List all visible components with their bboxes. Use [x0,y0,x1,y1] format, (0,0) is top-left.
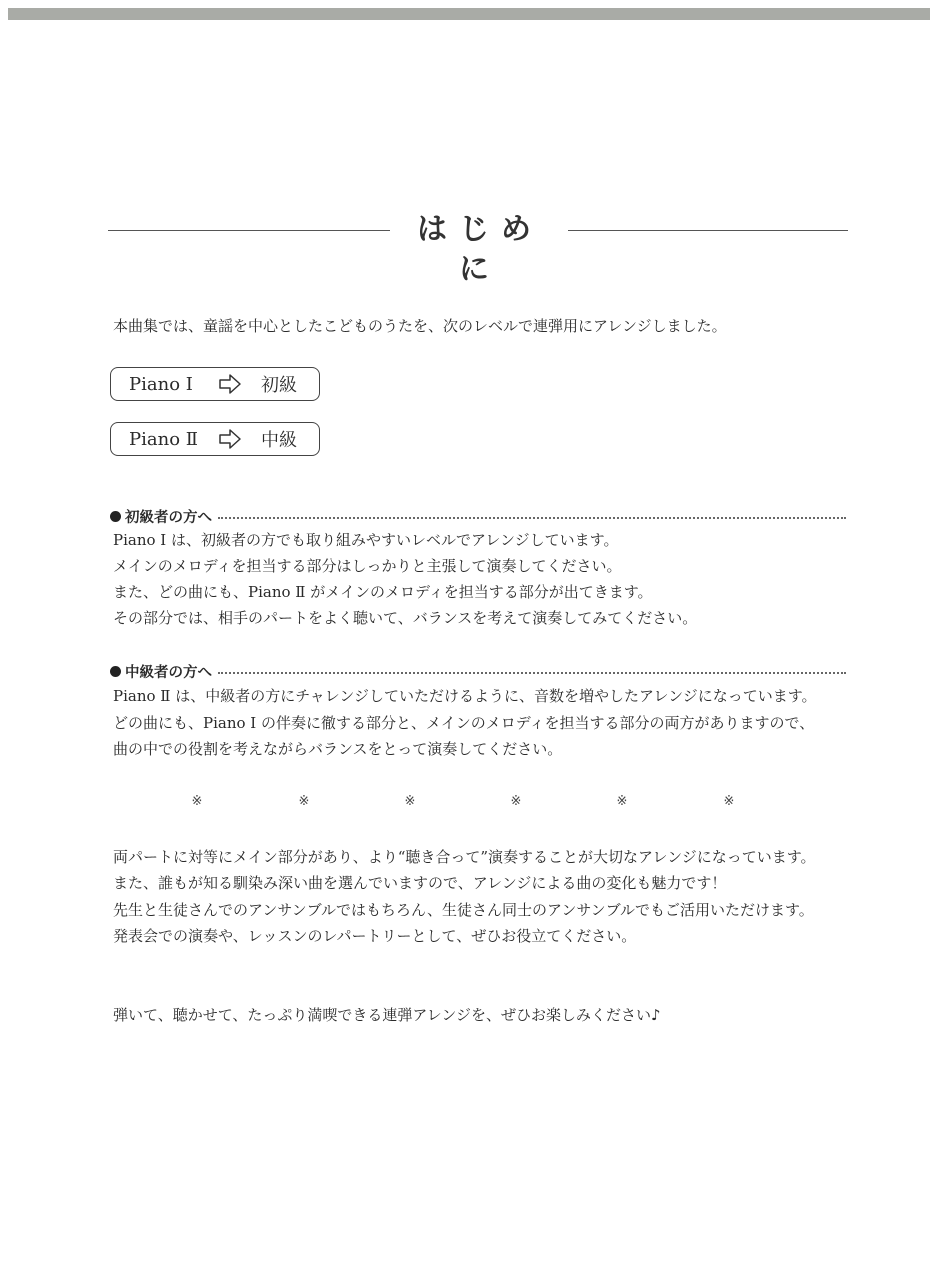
section-heading-beginner [110,506,846,526]
divider-mark: ※ [298,794,310,809]
divider-mark: ※ [616,794,628,809]
divider-mark: ※ [191,794,203,809]
section-line: また、どの曲にも、Piano Ⅱ がメインのメロディを担当する部分が出てきます。 [113,583,653,601]
section-line: Piano Ⅱ は、中級者の方にチャレンジしていただけるように、音数を増やしたアレンジになっています。 [113,687,817,705]
level-box-piano-2 [110,422,320,456]
bullet-icon [110,511,121,522]
level-piano-label: Piano Ⅱ [129,428,198,450]
divider-mark: ※ [404,794,416,809]
section-line: Piano Ⅰ は、初級者の方でも取り組みやすいレベルでアレンジしています。 [113,531,619,549]
top-gray-bar [8,8,930,20]
heading-rule-left [108,230,390,231]
intro-text: 本曲集では、童謡を中心としたこどものうたを、次のレベルで連弾用にアレンジしました。 [113,317,727,335]
right-arrow-icon [219,429,241,449]
closing-line: 両パートに対等にメイン部分があり、より“聴き合って”演奏することが大切なアレンジになっています。 [113,848,816,866]
heading-rule-right [568,230,848,231]
divider-marks [190,795,750,815]
closing-line: 先生と生徒さんでのアンサンブルではもちろん、生徒さん同士のアンサンブルでもご活用いただけます。 [113,901,814,919]
dotted-leader [218,517,846,519]
divider-mark: ※ [510,794,522,809]
closing-line: また、誰もが知る馴染み深い曲を選んでいますので、アレンジによる曲の変化も魅力です！ [113,874,727,892]
page-title: はじめに [417,212,543,287]
level-piano-label: Piano Ⅰ [129,373,193,395]
section-heading-text: 初級者の方へ [125,509,212,526]
section-line: メインのメロディを担当する部分はしっかりと主張して演奏してください。 [113,557,622,575]
right-arrow-icon [219,374,241,394]
section-heading-text: 中級者の方へ [125,664,212,681]
page-heading [108,210,848,287]
final-line: 弾いて、聴かせて、たっぷり満喫できる連弾アレンジを、ぜひお楽しみください♪ [113,1006,661,1024]
level-grade-label: 初級 [261,375,297,396]
level-grade-label: 中級 [261,430,297,451]
dotted-leader [218,672,846,674]
section-line: 曲の中での役割を考えながらバランスをとって演奏してください。 [113,740,563,758]
section-line: どの曲にも、Piano Ⅰ の伴奏に徹する部分と、メインのメロディを担当する部分の両方がありますので、 [113,714,815,732]
level-box-piano-1 [110,367,320,401]
bullet-icon [110,666,121,677]
section-line: その部分では、相手のパートをよく聴いて、バランスを考えて演奏してみてください。 [113,609,698,627]
divider-mark: ※ [723,794,735,809]
section-heading-intermediate [110,661,846,681]
closing-line: 発表会での演奏や、レッスンのレパートリーとして、ぜひお役立てください。 [113,927,637,945]
